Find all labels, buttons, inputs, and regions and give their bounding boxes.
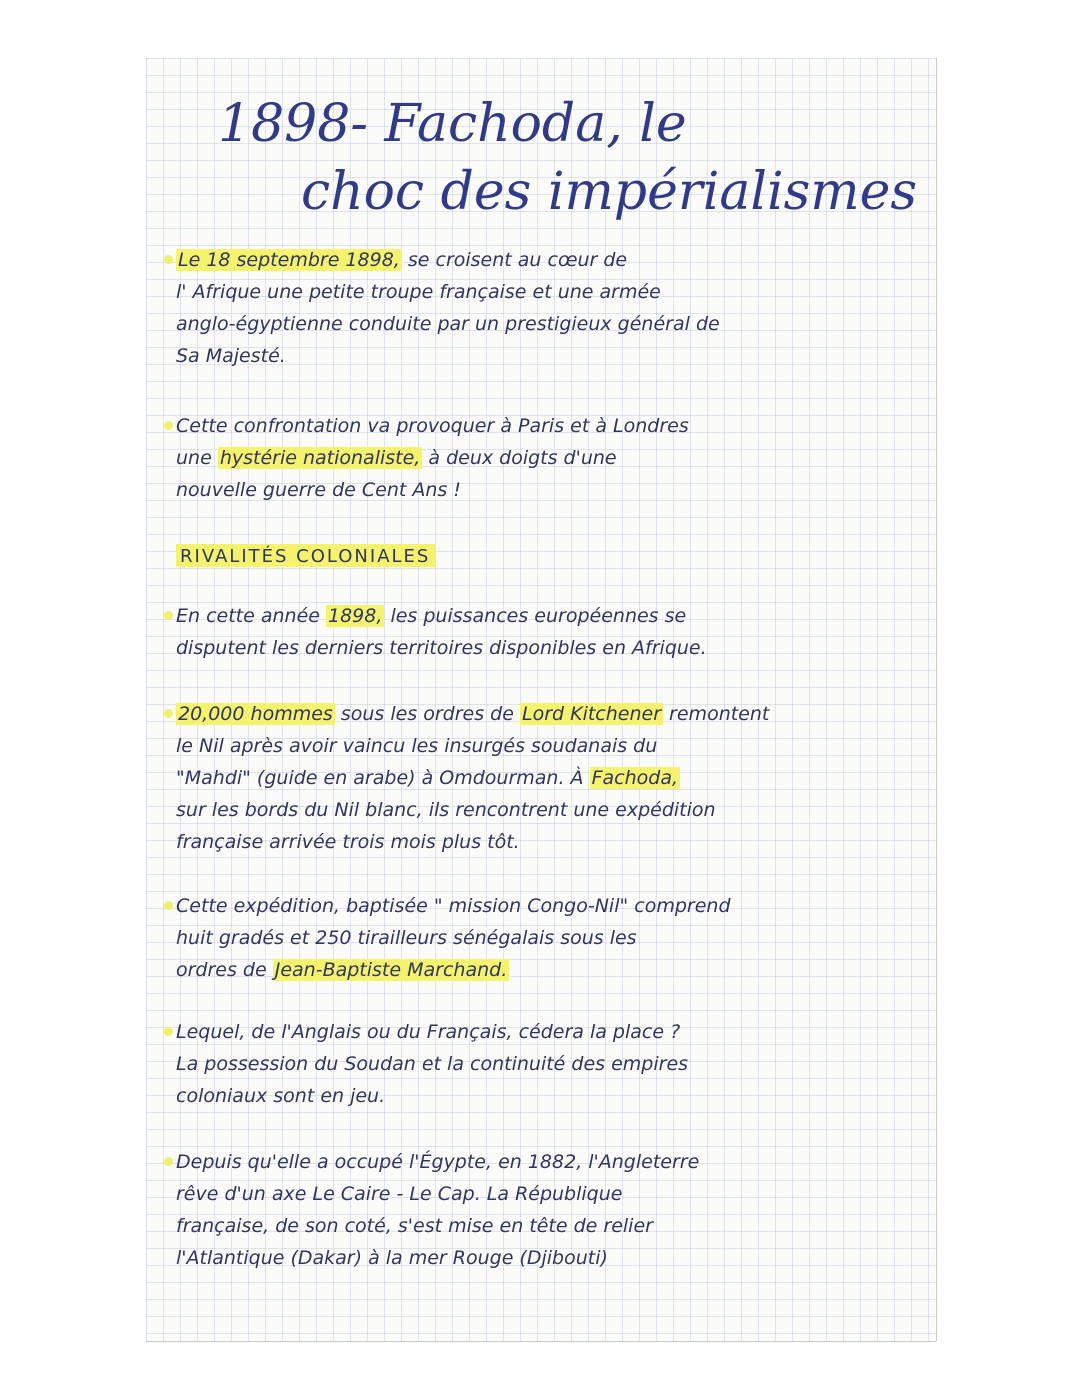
paragraph-2: Cette confrontation va provoquer à Paris et à Londres une hystérie nationaliste, à deux doigts d'une nouvelle guerre de Cent Ans ! <box>176 410 916 506</box>
page-title-line-2: choc des impérialismes <box>301 162 918 222</box>
paragraph-4: 20,000 hommes sous les ordres de Lord Kitchener remontent le Nil après avoir vaincu les insurgés soudanais du "Mahdi" (guide en arabe) à Omdourman. À Fachoda, sur les bords du Nil blanc, ils rencontrent une expédition française arrivée trois mois plus tôt. <box>176 698 916 858</box>
bullet-dot <box>164 611 173 620</box>
bullet-dot <box>164 421 173 430</box>
highlight: Fachoda, <box>591 767 679 789</box>
paragraph-6: Lequel, de l'Anglais ou du Français, cédera la place ? La possession du Soudan et la continuité des empires coloniaux sont en jeu. <box>176 1016 916 1112</box>
bullet-dot <box>164 255 173 264</box>
paragraph-1: Le 18 septembre 1898, se croisent au cœur de l' Afrique une petite troupe française et une armée anglo-égyptienne conduite par un prestigieux général de Sa Majesté. <box>176 244 916 372</box>
highlight: Lord Kitchener <box>521 703 662 725</box>
highlight: 20,000 hommes <box>178 703 333 725</box>
paragraph-7: Depuis qu'elle a occupé l'Égypte, en 1882, l'Angleterre rêve d'un axe Le Caire - Le Cap. La République française, de son coté, s'est mise en tête de relier l'Atlantique (Dakar) à la mer Rouge (Djibouti) <box>176 1146 916 1274</box>
highlight: Jean-Baptiste Marchand. <box>274 959 508 981</box>
highlight: 1898, <box>328 605 383 627</box>
bullet-dot <box>164 709 173 718</box>
highlight: Le 18 septembre 1898, <box>178 249 400 271</box>
paragraph-5: Cette expédition, baptisée " mission Congo-Nil" comprend huit gradés et 250 tirailleurs sénégalais sous les ordres de Jean-Baptiste Marchand. <box>176 890 916 986</box>
bullet-dot <box>164 1157 173 1166</box>
paragraph-3: En cette année 1898, les puissances européennes se disputent les derniers territoires disponibles en Afrique. <box>176 600 916 664</box>
page-title-line-1: 1898- Fachoda, le <box>218 94 687 154</box>
notebook-page <box>146 58 936 1341</box>
bullet-dot <box>164 1027 173 1036</box>
section-heading: RIVALITÉS COLONIALES <box>176 544 436 567</box>
bullet-dot <box>164 901 173 910</box>
highlight: hystérie nationaliste, <box>219 447 421 469</box>
